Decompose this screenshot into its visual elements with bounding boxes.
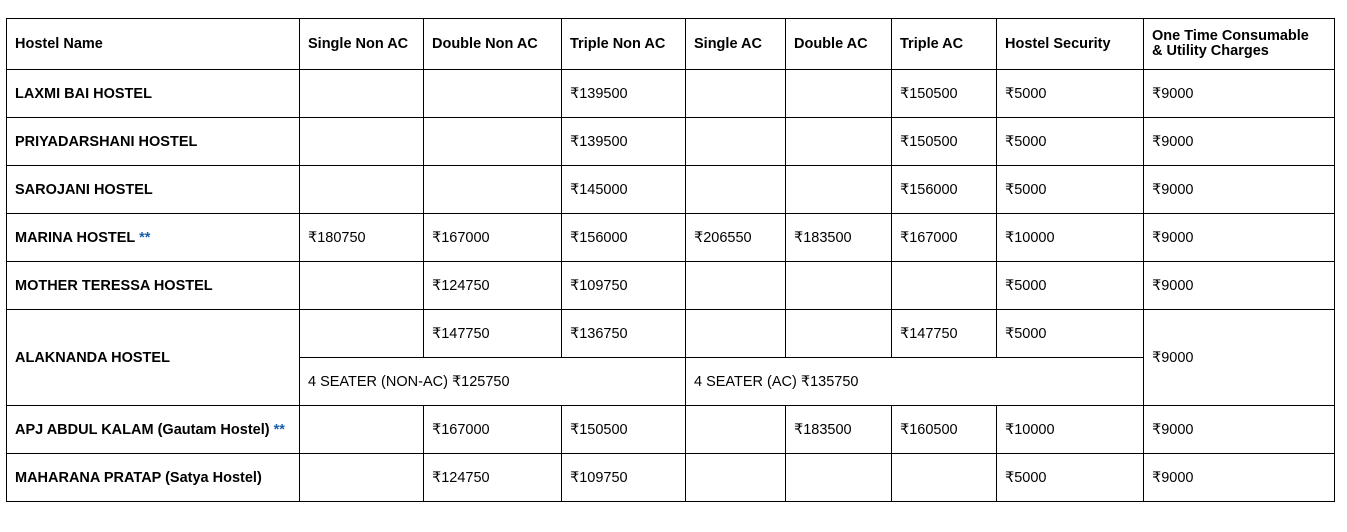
cell-security: ₹5000 — [997, 70, 1144, 118]
cell-security: ₹5000 — [997, 118, 1144, 166]
cell-double-ac — [786, 262, 892, 310]
cell-single-non-ac — [300, 310, 424, 358]
cell-triple-non-ac: ₹139500 — [562, 70, 686, 118]
table-row — [7, 406, 1335, 454]
cell-consumable: ₹9000 — [1144, 118, 1335, 166]
cell-consumable: ₹9000 — [1144, 406, 1335, 454]
header-consumable-line2: & Utility Charges — [1152, 43, 1269, 59]
cell-consumable: ₹9000 — [1144, 262, 1335, 310]
header-single-ac: Single AC — [686, 19, 786, 70]
cell-double-non-ac: ₹147750 — [424, 310, 562, 358]
header-hostel-security: Hostel Security — [997, 19, 1144, 70]
cell-double-non-ac: ₹124750 — [424, 262, 562, 310]
cell-triple-ac: ₹167000 — [892, 214, 997, 262]
cell-double-non-ac: ₹124750 — [424, 454, 562, 502]
cell-single-ac — [686, 406, 786, 454]
cell-double-non-ac: ₹167000 — [424, 406, 562, 454]
hostel-name-cell — [7, 214, 300, 262]
cell-triple-non-ac: ₹109750 — [562, 454, 686, 502]
hostel-name: SAROJANI HOSTEL — [15, 181, 153, 198]
cell-triple-non-ac: ₹109750 — [562, 262, 686, 310]
hostel-name: APJ ABDUL KALAM (Gautam Hostel) — [15, 421, 270, 438]
cell-single-ac — [686, 70, 786, 118]
cell-consumable: ₹9000 — [1144, 454, 1335, 502]
hostel-name: PRIYADARSHANI HOSTEL — [15, 133, 198, 150]
cell-double-ac — [786, 70, 892, 118]
cell-triple-non-ac: ₹139500 — [562, 118, 686, 166]
header-double-non-ac: Double Non AC — [424, 19, 562, 70]
cell-single-non-ac — [300, 406, 424, 454]
header-single-non-ac: Single Non AC — [300, 19, 424, 70]
footnote-stars: ** — [273, 421, 285, 438]
table-row — [7, 70, 1335, 118]
header-triple-non-ac: Triple Non AC — [562, 19, 686, 70]
cell-security: ₹5000 — [997, 310, 1144, 358]
cell-triple-ac: ₹160500 — [892, 406, 997, 454]
cell-double-ac: ₹183500 — [786, 214, 892, 262]
cell-double-non-ac — [424, 70, 562, 118]
cell-consumable: ₹9000 — [1144, 310, 1335, 406]
cell-double-non-ac — [424, 118, 562, 166]
hostel-name: LAXMI BAI HOSTEL — [15, 85, 152, 102]
cell-security: ₹5000 — [997, 166, 1144, 214]
hostel-fee-table — [6, 18, 1335, 502]
header-consumable-line1: One Time Consumable — [1152, 28, 1309, 44]
table-row — [7, 214, 1335, 262]
cell-single-non-ac — [300, 70, 424, 118]
cell-double-ac — [786, 310, 892, 358]
cell-consumable: ₹9000 — [1144, 214, 1335, 262]
cell-single-non-ac — [300, 118, 424, 166]
cell-double-ac — [786, 118, 892, 166]
cell-triple-non-ac: ₹150500 — [562, 406, 686, 454]
cell-triple-ac: ₹147750 — [892, 310, 997, 358]
cell-single-ac — [686, 310, 786, 358]
cell-single-ac: ₹206550 — [686, 214, 786, 262]
header-row — [7, 19, 1335, 70]
cell-triple-non-ac: ₹156000 — [562, 214, 686, 262]
cell-double-ac — [786, 166, 892, 214]
cell-double-ac: ₹183500 — [786, 406, 892, 454]
cell-triple-ac: ₹150500 — [892, 118, 997, 166]
cell-double-non-ac: ₹167000 — [424, 214, 562, 262]
cell-single-non-ac: ₹180750 — [300, 214, 424, 262]
cell-triple-ac — [892, 262, 997, 310]
cell-single-ac — [686, 262, 786, 310]
cell-triple-ac — [892, 454, 997, 502]
cell-4-seater-non-ac: 4 SEATER (NON-AC) ₹125750 — [300, 358, 686, 406]
cell-triple-ac: ₹150500 — [892, 70, 997, 118]
cell-single-non-ac — [300, 454, 424, 502]
table-row — [7, 118, 1335, 166]
table-row-alaknanda — [7, 310, 1335, 358]
cell-triple-non-ac: ₹136750 — [562, 310, 686, 358]
header-double-ac: Double AC — [786, 19, 892, 70]
table-row — [7, 166, 1335, 214]
header-hostel-name: Hostel Name — [7, 19, 300, 70]
cell-security: ₹10000 — [997, 214, 1144, 262]
cell-security: ₹5000 — [997, 262, 1144, 310]
hostel-name: ALAKNANDA HOSTEL — [7, 310, 300, 406]
table-row — [7, 262, 1335, 310]
header-triple-ac: Triple AC — [892, 19, 997, 70]
cell-double-non-ac — [424, 166, 562, 214]
hostel-name-cell — [7, 454, 300, 502]
cell-single-ac — [686, 118, 786, 166]
hostel-name: MAHARANA PRATAP (Satya Hostel) — [15, 469, 262, 486]
hostel-name-cell — [7, 118, 300, 166]
hostel-name: MARINA HOSTEL — [15, 229, 136, 246]
cell-double-ac — [786, 454, 892, 502]
cell-consumable: ₹9000 — [1144, 166, 1335, 214]
hostel-name: MOTHER TERESSA HOSTEL — [15, 277, 213, 294]
cell-triple-ac: ₹156000 — [892, 166, 997, 214]
hostel-name-cell — [7, 262, 300, 310]
cell-triple-non-ac: ₹145000 — [562, 166, 686, 214]
cell-single-ac — [686, 454, 786, 502]
cell-single-non-ac — [300, 262, 424, 310]
hostel-name-cell — [7, 166, 300, 214]
cell-single-ac — [686, 166, 786, 214]
cell-security: ₹10000 — [997, 406, 1144, 454]
cell-consumable: ₹9000 — [1144, 70, 1335, 118]
cell-4-seater-ac: 4 SEATER (AC) ₹135750 — [686, 358, 1144, 406]
hostel-name-cell — [7, 70, 300, 118]
table-row — [7, 454, 1335, 502]
header-consumable-charges — [1144, 19, 1335, 70]
footnote-stars: ** — [139, 229, 151, 246]
cell-security: ₹5000 — [997, 454, 1144, 502]
cell-single-non-ac — [300, 166, 424, 214]
hostel-name-cell — [7, 406, 300, 454]
